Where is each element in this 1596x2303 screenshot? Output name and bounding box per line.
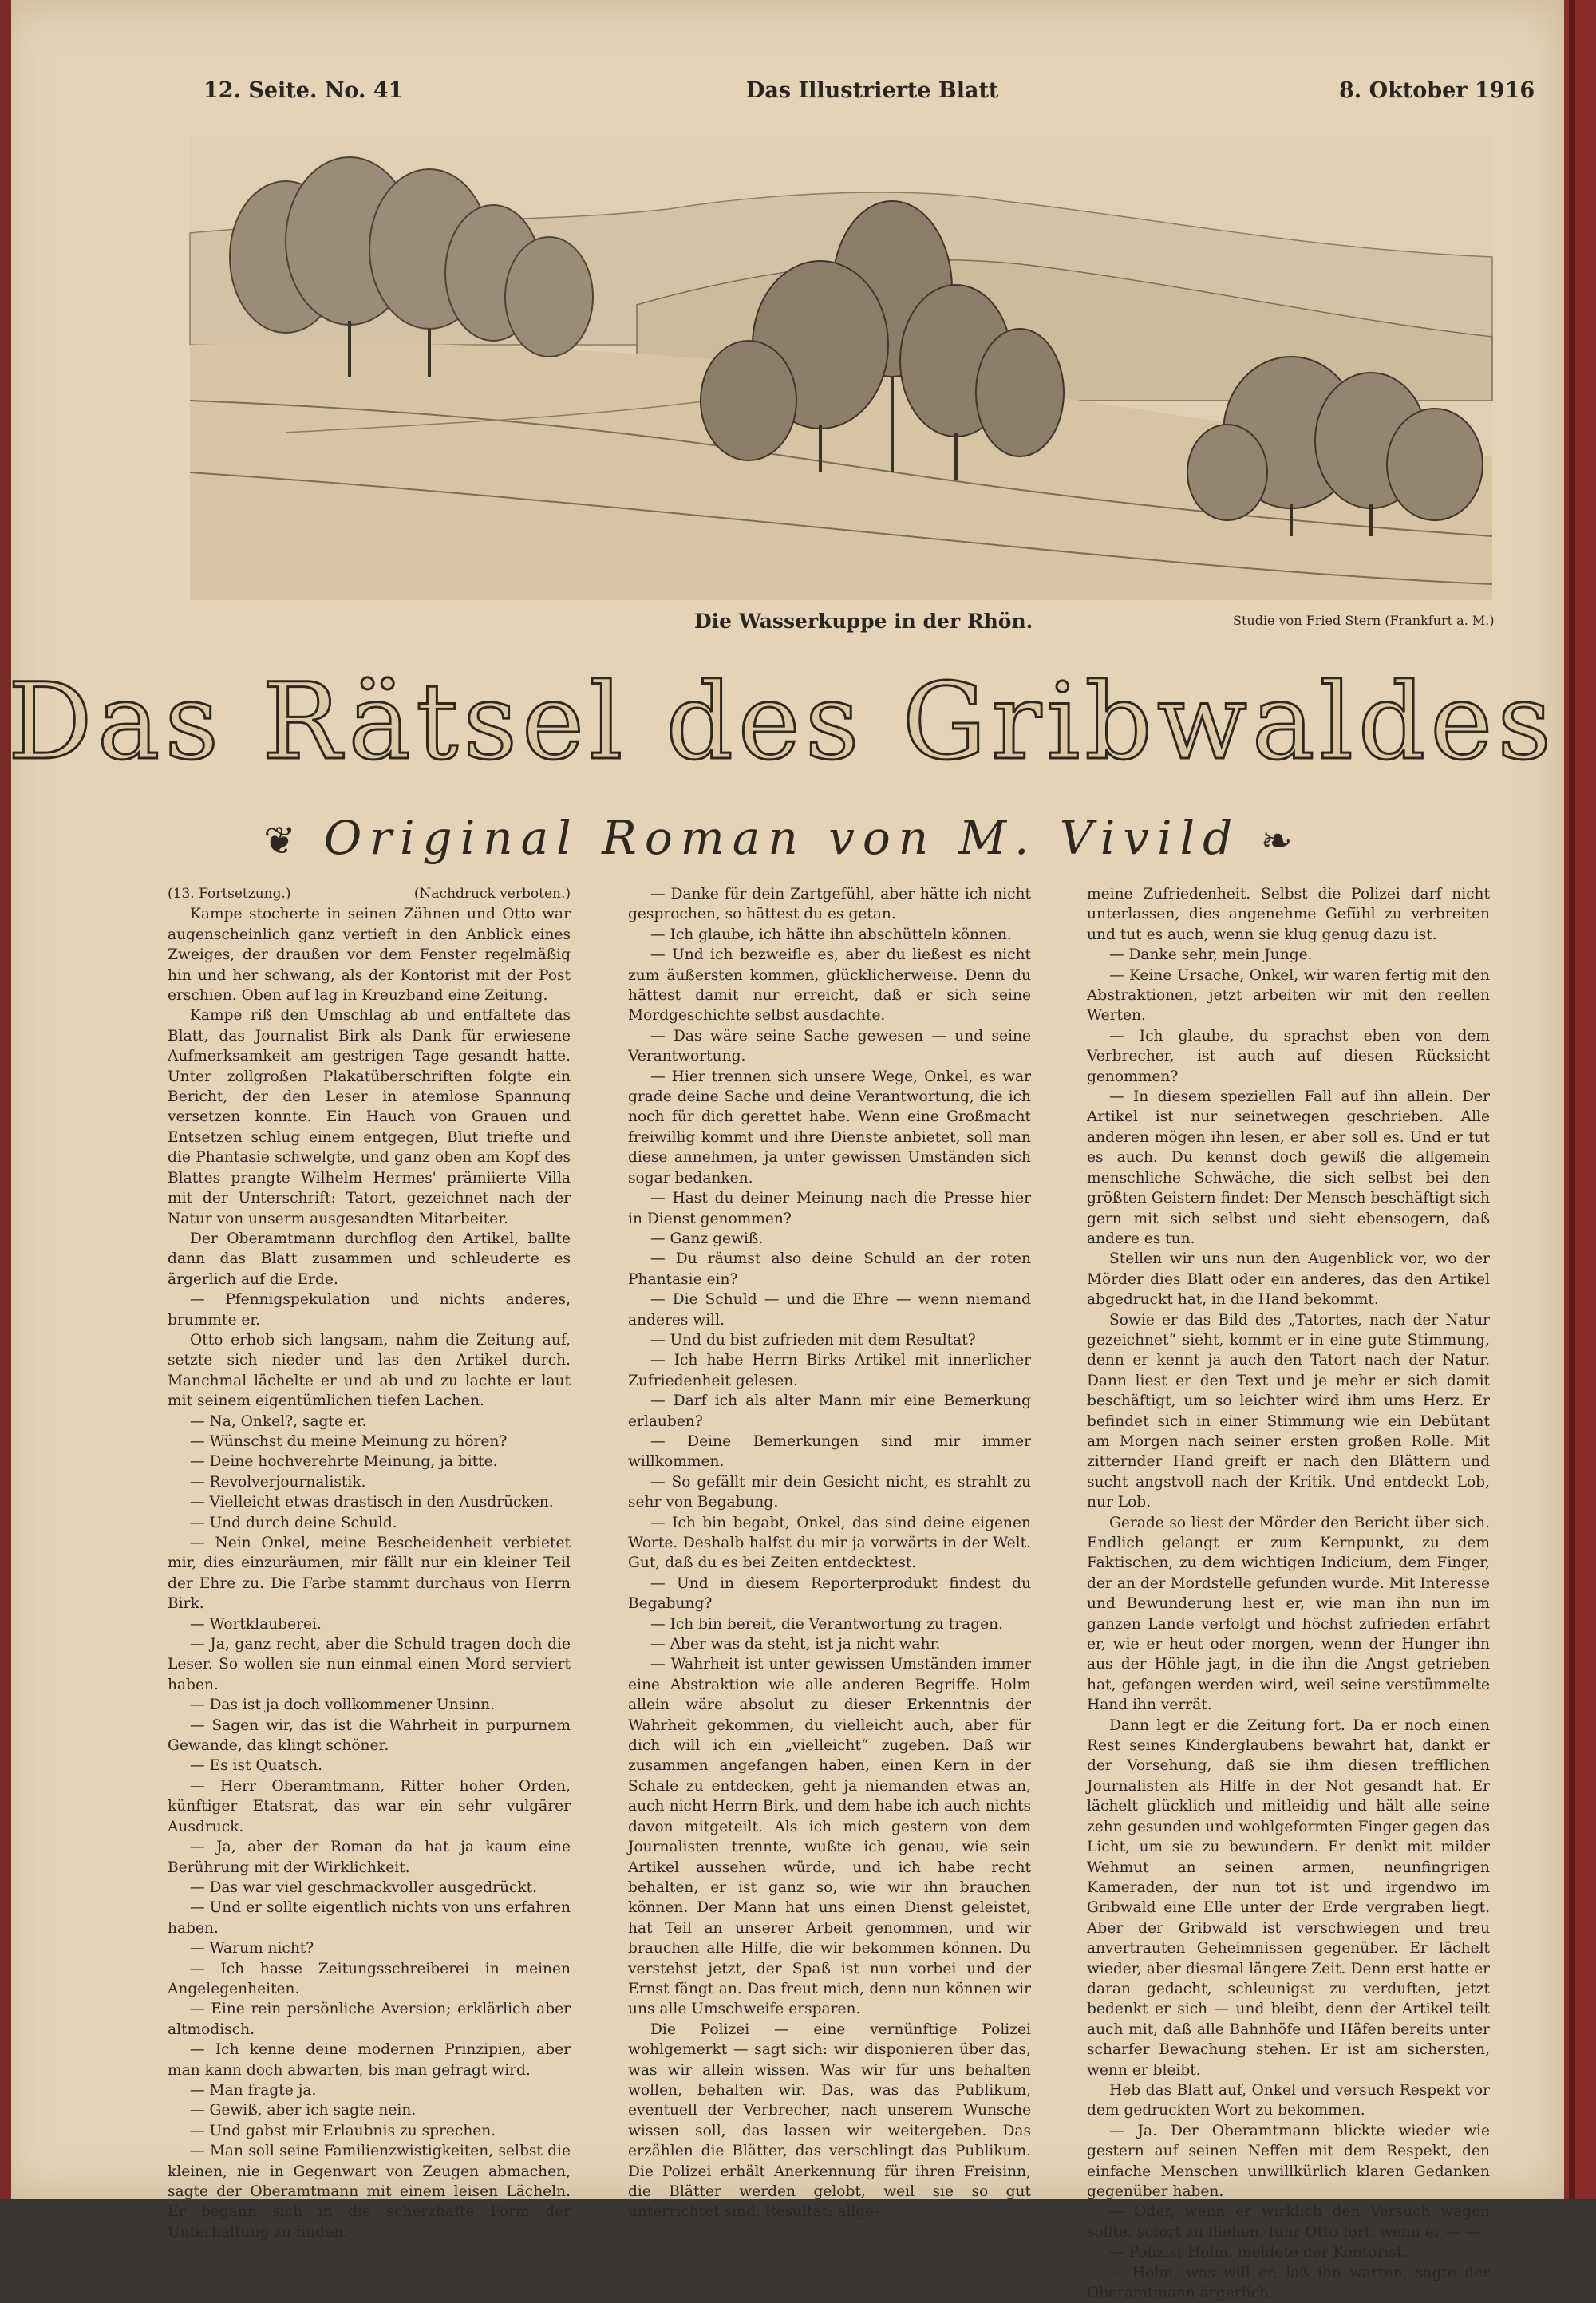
installment-meta <box>168 884 571 904</box>
paragraph: — Und du bist zufrieden mit dem Resultat? <box>650 1331 976 1349</box>
paragraph: Gerade so liest der Mörder den Bericht über sich. Endlich gelangt er zum Kernpunkt, zu dem Faktischen, zu dem wichtigen Indicium, dem Finger, der an der Mordstelle gefunden wurde. Mit Interesse und Bewunderung liest er, wie man ihn nun im ganzen Lande verfolgt und höchst zufrieden erfährt er, wie er heut oder morgen, wenn der Hunger ihn aus der Höhle jagt, in die ihn die Angst getrieben hat, gefangen werden wird, weil seine verstümmelte Hand ihn verrät. <box>1087 1514 1490 1714</box>
paragraph: — Ich bin begabt, Onkel, das sind deine eigenen Worte. Deshalb halfst du mir ja vorwärts in der Welt. Gut, daß du es bei Zeiten entdecktest. <box>628 1514 1031 1572</box>
paragraph: — Keine Ursache, Onkel, wir waren fertig mit den Abstraktionen, jetzt arbeiten wir mit den reellen Werten. <box>1087 966 1490 1025</box>
paragraph: — Warum nicht? <box>190 1940 314 1957</box>
paragraph: Die Polizei — eine vernünftige Polizei wohlgemerkt — sagt sich: wir disponieren über das, was wir allein wissen. Was wir für uns behalten wollen, behalten wir. Das, was das Publikum, eventuell der Verbrecher, nach unserem Wunsche wissen soll, das lassen wir weitergeben. Das erzählen die Blätter, das verschlingt das Publikum. Die Polizei erhält Anerkennung für ihren Freisinn, die Blätter werden gelobt, weil sie so gut unterrichtet sind, Resultat: allge- <box>628 2021 1031 2221</box>
paragraph: — Hier trennen sich unsere Wege, Onkel, es war grade deine Sache und deine Verantwortung, die ich noch für dich gerettet habe. Wenn eine Großmacht freiwillig kommt und ihre Dienste anbietet, soll man diese annehmen, ja unter gewissen Umständen sich sogar bedanken. <box>628 1068 1031 1187</box>
paragraph: — Man fragte ja. <box>190 2081 317 2099</box>
paragraph: — Danke sehr, mein Junge. <box>1109 946 1313 964</box>
text-column-2 <box>628 884 1031 2221</box>
paragraph: — Herr Oberamtmann, Ritter hoher Orden, künftiger Etatsrat, das war ein sehr vulgärer Ausdruck. <box>168 1777 571 1835</box>
paragraph: — Sagen wir, das ist die Wahrheit in purpurnem Gewande, das klingt schöner. <box>168 1716 571 1755</box>
paragraph: — Und ich bezweifle es, aber du ließest es nicht zum äußersten kommen, glücklicherweise. Denn du hättest damit nur erreicht, daß er sich seine Mordgeschichte selbst ausdachte. <box>628 946 1031 1025</box>
paragraph: — Deine Bemerkungen sind mir immer willkommen. <box>628 1432 1031 1471</box>
paragraph: Dann legt er die Zeitung fort. Da er noch einen Rest seines Kinderglaubens bewahrt hat, dankt er der Vorsehung, daß sie ihm diesen trefflichen Journalisten als Hilfe in der Not gesandt hat. Er lächelt glücklich und mitleidig und hält alle seine zehn gesunden und wohlgeformten Finger gegen das Licht, um sie zu bewundern. Er denkt mit milder Wehmut an seinen armen, neunfingrigen Kameraden, der nun tot ist und irgendwo im Gribwald eine Elle unter der Erde vergraben liegt. Aber der Gribwald ist verschwiegen und treu anvertrauten Geheimnissen gegenüber. Er lächelt wieder, aber diesmal längere Zeit. Denn erst hatte er daran gedacht, schleunigst zu verduften, jetzt bedenkt er sich — und bleibt, denn der Artikel teilt auch mit, daß alle Bahnhöfe und Häfen bereits unter scharfer Bewachung stehen. Er ist am sichersten, wenn er bleibt. <box>1087 1716 1490 2079</box>
paragraph: — Holm, was will er, laß ihn warten, sagte der Oberamtmann ärgerlich. <box>1087 2264 1490 2302</box>
paragraph: — Das wäre seine Sache gewesen — und seine Verantwortung. <box>628 1027 1031 1065</box>
paragraph: — Und durch deine Schuld. <box>190 1514 397 1531</box>
paragraph: Stellen wir uns nun den Augenblick vor, wo der Mörder dies Blatt oder ein anderes, das den Artikel abgedruckt hat, in die Hand bekommt. <box>1087 1250 1490 1309</box>
page-header <box>0 78 1564 110</box>
paragraph: Heb das Blatt auf, Onkel und versuch Respekt vor dem gedruckten Wort zu bekommen. <box>1087 2081 1490 2119</box>
paragraph: — Gewiß, aber ich sagte nein. <box>190 2102 417 2119</box>
paragraph: — Die Schuld — und die Ehre — wenn niemand anderes will. <box>628 1291 1031 1329</box>
paragraph: — Und gabst mir Erlaubnis zu sprechen. <box>190 2122 496 2139</box>
paragraph: — Ja, aber der Roman da hat ja kaum eine Berührung mit der Wirklichkeit. <box>168 1839 571 1876</box>
paragraph: — Man soll seine Familienzwistigkeiten, selbst die kleinen, nie in Gegenwart von Zeugen abmachen, sagte der Oberamtmann mit einem leisen Lächeln. Er begann sich in die scherzhafte Form der Unterhaltung zu finden. <box>168 2143 571 2241</box>
paragraph: Kampe riß den Umschlag ab und entfaltete das Blatt, das Journalist Birk als Dank für erwiesene Aufmerksamkeit am gestrigen Tage gesandt hatte. Unter zollgroßen Plakatüberschriften folgte ein Bericht, der den Leser in atemlose Spannung versetzen konnte. Ein Hauch von Grauen und Entsetzen schlug einem entgegen, Blut triefte und die Phantasie schwelgte, und ganz oben am Kopf des Blattes prangte Wilhelm Hermes' prämiierte Villa mit der Unterschrift: Tatort, gezeichnet nach der Natur von unserm ausgesandten Mitarbeiter. <box>168 1007 571 1227</box>
text-column-1 <box>168 884 571 2241</box>
paragraph: — Aber was da steht, ist ja nicht wahr. <box>650 1636 941 1653</box>
paragraph: — Ja. Der Oberamtmann blickte wieder wie gestern auf seinen Neffen mit dem Respekt, den einfache Menschen unwillkürlich klaren Gedanken gegenüber haben. <box>1087 2122 1490 2200</box>
paragraph: — Nein Onkel, meine Bescheidenheit verbietet mir, dies einzuräumen, mir fällt nur ein kleiner Teil der Ehre zu. Die Farbe stammt durchaus von Herrn Birk. <box>168 1535 571 1613</box>
paragraph: — Ja, ganz recht, aber die Schuld tragen doch die Leser. So wollen sie nun einmal einen Mord serviert haben. <box>168 1636 571 1693</box>
paragraph: — In diesem speziellen Fall auf ihn allein. Der Artikel ist nur seinetwegen geschrieben. Alle anderen mögen ihn lesen, er aber soll es. Und er tut es auch. Du kennst doch gewiß die allgemein menschliche Schwäche, die sich selbst bei den größten Geistern findet: Der Mensch beschäftigt sich gern mit sich selbst und sieht ebensogern, daß andere es tun. <box>1087 1088 1490 1247</box>
paragraph: — Danke für dein Zartgefühl, aber hätte ich nicht gesprochen, so hättest du es getan. <box>628 886 1031 923</box>
left-ornament-icon: ❦ <box>263 819 324 863</box>
paragraph: — Und in diesem Reporterprodukt findest du Begabung? <box>628 1574 1031 1613</box>
paragraph: — Polizist Holm, meldete der Kontorist. <box>1109 2244 1408 2262</box>
paragraph: — Ganz gewiß. <box>650 1230 764 1247</box>
installment-label: (13. Fortsetzung.) <box>168 886 291 902</box>
paragraph: — Ich bin bereit, die Verantwortung zu tragen. <box>650 1615 1003 1633</box>
issue-date: 8. Oktober 1916 <box>1339 78 1535 103</box>
paragraph: — Ich glaube, du sprachst eben von dem Verbrecher, ist auch auf diesen Rücksicht genommen? <box>1087 1027 1490 1085</box>
story-title: Das Rätsel des Gribwaldes <box>7 661 1557 784</box>
paragraph: — Darf ich als alter Mann mir eine Bemerkung erlauben? <box>628 1392 1031 1430</box>
page-binding <box>0 0 11 2199</box>
paragraph: — Revolverjournalistik. <box>190 1473 366 1491</box>
landscape-illustration <box>190 137 1492 600</box>
paragraph: Otto erhob sich langsam, nahm die Zeitung auf, setzte sich nieder und las den Artikel durch. Manchmal lächelte er und ab und zu lachte er laut mit seinem eigentümlichen tiefen Lachen. <box>168 1331 571 1410</box>
paragraph: — Ich kenne deine modernen Prinzipien, aber man kann doch abwarten, bis man gefragt wird. <box>168 2041 571 2079</box>
publication-title: Das Illustrierte Blatt <box>746 78 999 103</box>
paragraph: — So gefällt mir dein Gesicht nicht, es strahlt zu sehr von Begabung. <box>628 1473 1031 1511</box>
paragraph: — Oder, wenn er wirklich den Versuch wagen sollte, sofort zu fliehen, fuhr Otto fort, wenn er — — <box>1087 2203 1490 2241</box>
paragraph: — Das war viel geschmackvoller ausgedrückt. <box>190 1878 538 1896</box>
paragraph: — Na, Onkel?, sagte er. <box>190 1412 367 1430</box>
paragraph: Der Oberamtmann durchflog den Artikel, ballte dann das Blatt zusammen und schleuderte es ärgerlich auf die Erde. <box>168 1230 571 1288</box>
story-subtitle: Original Roman von M. Vivild <box>323 811 1241 865</box>
book-edge <box>1564 0 1596 2199</box>
story-subtitle-row <box>0 802 1564 874</box>
paragraph: — Eine rein persönliche Aversion; erklärlich aber altmodisch. <box>168 2001 571 2038</box>
paragraph: — Hast du deiner Meinung nach die Presse hier in Dienst genommen? <box>628 1190 1031 1227</box>
paragraph: — Ich hasse Zeitungsschreiberei in meinen Angelegenheiten. <box>168 1960 571 1997</box>
illustration-credit: Studie von Fried Stern (Frankfurt a. M.) <box>1233 613 1495 628</box>
paragraph: — Es ist Quatsch. <box>190 1757 323 1775</box>
paragraph: — Wahrheit ist unter gewissen Umständen immer eine Abstraktion wie alle anderen Begriffe. Holm allein wäre absolut zu dieser Erkenntnis der Wahrheit gekommen, du vielleicht auch, aber für dich will ich ein „vielleicht“ zugeben. Daß wir zusammen angefangen haben, einen Kern in der Schale zu entdecken, geht ja niemanden etwas an, auch nicht Herrn Birk, und dem habe ich auch nichts davon mitgeteilt. Als ich mich gestern von dem Journalisten trennte, wußte ich genau, wie sein Artikel aussehen würde, und ich habe recht behalten, er ist ganz so, wie wir ihn brauchen können. Der Mann hat uns einen Dienst geleistet, hat Teil an unserer Arbeit genommen, und wir brauchen alle Hilfe, die wir bekommen können. Du verstehst jetzt, der Spaß ist nun vorbei und der Ernst fängt an. Das freut mich, denn nun können wir uns alle Umschweife ersparen. <box>628 1656 1031 2018</box>
paragraph: — Ich glaube, ich hätte ihn abschütteln können. <box>650 926 1012 943</box>
text-column-3 <box>1087 884 1490 2302</box>
illustration-caption: Die Wasserkuppe in der Rhön. <box>694 610 1033 633</box>
paragraph: — Pfennigspekulation und nichts anderes, brummte er. <box>168 1291 571 1329</box>
right-ornament-icon: ❧ <box>1240 819 1301 863</box>
paragraph: — Vielleicht etwas drastisch in den Ausdrücken. <box>190 1494 554 1511</box>
paragraph: — Wünschst du meine Meinung zu hören? <box>190 1432 508 1450</box>
paragraph: — Du räumst also deine Schuld an der roten Phantasie ein? <box>628 1250 1031 1288</box>
reprint-notice: (Nachdruck verboten.) <box>413 886 571 902</box>
paragraph: meine Zufriedenheit. Selbst die Polizei darf nicht unterlassen, dies angenehme Gefühl zu verbreiten und tut es auch, wenn sie klug genug dazu ist. <box>1087 886 1490 943</box>
paragraph: — Ich habe Herrn Birks Artikel mit innerlicher Zufriedenheit gelesen. <box>628 1352 1031 1389</box>
paragraph: — Deine hochverehrte Meinung, ja bitte. <box>190 1453 498 1471</box>
paragraph: — Das ist ja doch vollkommener Unsinn. <box>190 1697 496 1714</box>
page-number: 12. Seite. No. 41 <box>203 78 404 103</box>
paragraph: Sowie er das Bild des „Tatortes, nach der Natur gezeichnet“ sieht, kommt er in eine gute Stimmung, denn er kennt ja auch den Tatort nach der Natur. Dann liest er den Text und je mehr er sich damit beschäftigt, um so leichter wird ihm ums Herz. Er befindet sich in einer Stimmung wie ein Debütant am Morgen nach seiner ersten großen Rolle. Mit zitternder Hand greift er nach den Blättern und sucht angstvoll nach der Kritik. Und entdeckt Lob, nur Lob. <box>1087 1311 1490 1511</box>
paragraph: Kampe stocherte in seinen Zähnen und Otto war augenscheinlich ganz vertieft in den Anblick eines Zweiges, der draußen vor dem Fenster regelmäßig hin und her schwang, als der Kontorist mit der Post erschien. Oben auf lag in Kreuzband eine Zeitung. <box>168 906 571 1005</box>
paragraph: — Wortklauberei. <box>190 1615 322 1633</box>
paragraph: — Und er sollte eigentlich nichts von uns erfahren haben. <box>168 1899 571 1937</box>
